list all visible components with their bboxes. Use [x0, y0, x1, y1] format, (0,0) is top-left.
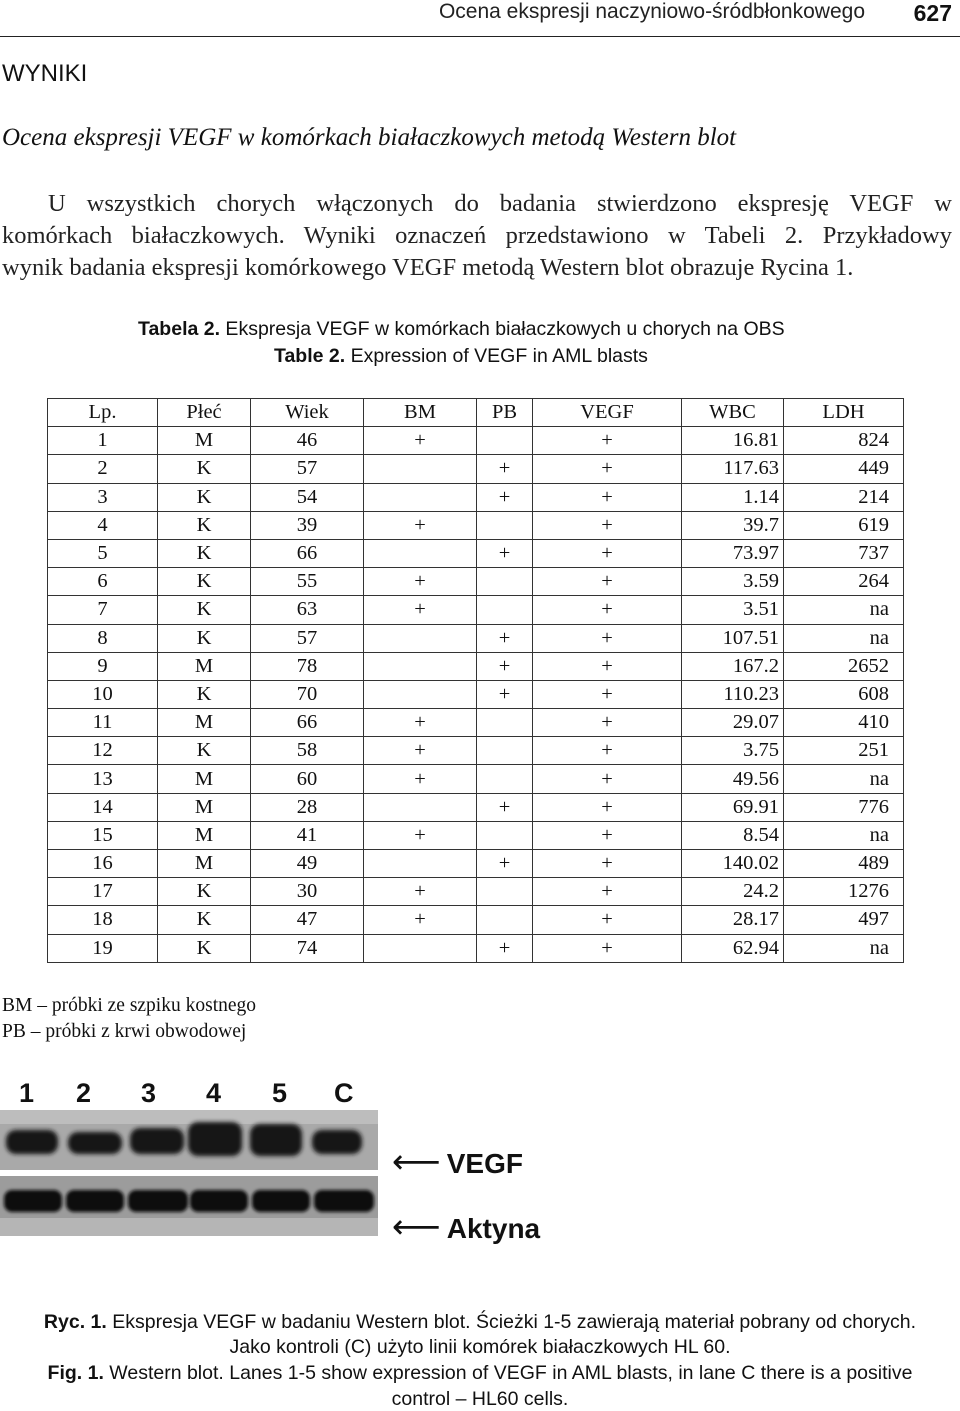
- cell-lp: 1: [48, 427, 158, 455]
- cell-wbc: 49.56: [682, 765, 784, 793]
- cell-ldh: 824: [784, 427, 904, 455]
- cell-vegf: +: [533, 850, 682, 878]
- cell-sex: M: [158, 652, 251, 680]
- cell-wbc: 29.07: [682, 709, 784, 737]
- results-paragraph: [2, 188, 952, 284]
- vegf-band: [188, 1122, 242, 1156]
- cell-pb: +: [477, 934, 533, 962]
- cell-vegf: +: [533, 709, 682, 737]
- cell-pb: +: [477, 850, 533, 878]
- cell-sex: K: [158, 934, 251, 962]
- figure-caption-text: Ekspresja VEGF w badaniu Western blot. Ścieżki 1-5 zawierają materiał pobrany od chorych.: [106, 1311, 917, 1333]
- cell-ldh: 251: [784, 737, 904, 765]
- actin-strip-bottom: [0, 1218, 378, 1236]
- table-row: [48, 624, 904, 652]
- cell-ldh: 608: [784, 680, 904, 708]
- cell-bm: +: [364, 511, 477, 539]
- cell-wbc: 73.97: [682, 539, 784, 567]
- cell-age: 70: [251, 680, 364, 708]
- cell-sex: K: [158, 511, 251, 539]
- table-body: [48, 427, 904, 963]
- cell-age: 60: [251, 765, 364, 793]
- cell-wbc: 167.2: [682, 652, 784, 680]
- cell-pb: +: [477, 455, 533, 483]
- table-header-row: [48, 399, 904, 427]
- cell-lp: 14: [48, 793, 158, 821]
- cell-lp: 16: [48, 850, 158, 878]
- vegf-band: [130, 1128, 184, 1154]
- table-row: [48, 737, 904, 765]
- cell-bm: [364, 793, 477, 821]
- cell-age: 57: [251, 624, 364, 652]
- cell-wbc: 69.91: [682, 793, 784, 821]
- cell-age: 78: [251, 652, 364, 680]
- figure-caption-pl-line2: Jako kontroli (C) użyto linii komórek białaczkowych HL 60.: [229, 1336, 731, 1358]
- cell-ldh: 619: [784, 511, 904, 539]
- cell-sex: K: [158, 680, 251, 708]
- cell-age: 63: [251, 596, 364, 624]
- cell-pb: [477, 709, 533, 737]
- actin-band: [314, 1190, 374, 1212]
- table-row: [48, 765, 904, 793]
- table-row: [48, 483, 904, 511]
- cell-bm: +: [364, 737, 477, 765]
- cell-ldh: 410: [784, 709, 904, 737]
- lane-label: 1: [19, 1078, 35, 1108]
- table-row: [48, 821, 904, 849]
- cell-vegf: +: [533, 793, 682, 821]
- cell-pb: [477, 821, 533, 849]
- cell-wbc: 117.63: [682, 455, 784, 483]
- vegf-band: [312, 1130, 362, 1154]
- cell-pb: [477, 568, 533, 596]
- cell-age: 55: [251, 568, 364, 596]
- actin-band: [66, 1190, 124, 1212]
- cell-wbc: 39.7: [682, 511, 784, 539]
- cell-wbc: 3.75: [682, 737, 784, 765]
- cell-age: 28: [251, 793, 364, 821]
- western-blot-image: [0, 1110, 380, 1240]
- table-row: [48, 793, 904, 821]
- table-caption-text: Expression of VEGF in AML blasts: [345, 345, 648, 367]
- table-row: [48, 709, 904, 737]
- column-header-pb: PB: [477, 399, 533, 427]
- lane-label: C: [334, 1078, 354, 1108]
- cell-bm: [364, 539, 477, 567]
- cell-wbc: 107.51: [682, 624, 784, 652]
- cell-bm: [364, 850, 477, 878]
- cell-pb: +: [477, 793, 533, 821]
- cell-wbc: 1.14: [682, 483, 784, 511]
- cell-bm: +: [364, 878, 477, 906]
- table-row: [48, 427, 904, 455]
- cell-age: 46: [251, 427, 364, 455]
- table-row: [48, 878, 904, 906]
- cell-vegf: +: [533, 624, 682, 652]
- cell-sex: K: [158, 455, 251, 483]
- table-row: [48, 539, 904, 567]
- cell-lp: 7: [48, 596, 158, 624]
- cell-age: 30: [251, 878, 364, 906]
- cell-lp: 4: [48, 511, 158, 539]
- running-header-title: Ocena ekspresji naczyniowo-śródbłonkowego: [438, 0, 865, 23]
- actin-band: [252, 1190, 310, 1212]
- table-row: [48, 850, 904, 878]
- cell-sex: K: [158, 539, 251, 567]
- vegf-label-text: VEGF: [446, 1148, 523, 1179]
- cell-age: 74: [251, 934, 364, 962]
- header-rule: [0, 36, 960, 37]
- cell-pb: +: [477, 680, 533, 708]
- table-caption-en: [274, 345, 648, 368]
- cell-vegf: +: [533, 539, 682, 567]
- cell-age: 54: [251, 483, 364, 511]
- cell-bm: +: [364, 906, 477, 934]
- cell-ldh: 489: [784, 850, 904, 878]
- actin-band: [190, 1190, 248, 1212]
- cell-pb: +: [477, 624, 533, 652]
- cell-sex: M: [158, 765, 251, 793]
- cell-ldh: na: [784, 596, 904, 624]
- cell-ldh: 497: [784, 906, 904, 934]
- cell-vegf: +: [533, 765, 682, 793]
- cell-lp: 18: [48, 906, 158, 934]
- vegf-strip-top: [0, 1110, 378, 1124]
- subsection-heading: Ocena ekspresji VEGF w komórkach białaczkowych metodą Western blot: [2, 124, 737, 151]
- cell-ldh: 776: [784, 793, 904, 821]
- page-number: 627: [913, 0, 952, 26]
- cell-pb: [477, 596, 533, 624]
- cell-pb: +: [477, 483, 533, 511]
- vegf-band-label: [392, 1142, 523, 1182]
- column-header-lp: Lp.: [48, 399, 158, 427]
- cell-wbc: 110.23: [682, 680, 784, 708]
- cell-age: 47: [251, 906, 364, 934]
- column-header-wbc: WBC: [682, 399, 784, 427]
- cell-lp: 12: [48, 737, 158, 765]
- figure-caption-label: Fig. 1.: [47, 1362, 104, 1384]
- table-row: [48, 455, 904, 483]
- left-arrow-icon: ⟵: [392, 1207, 441, 1247]
- cell-lp: 5: [48, 539, 158, 567]
- table-row: [48, 511, 904, 539]
- cell-ldh: na: [784, 821, 904, 849]
- actin-label-text: Aktyna: [446, 1213, 541, 1244]
- table-note-bm: BM – próbki ze szpiku kostnego: [2, 995, 257, 1016]
- actin-band: [128, 1190, 188, 1212]
- cell-vegf: +: [533, 934, 682, 962]
- cell-ldh: 737: [784, 539, 904, 567]
- cell-vegf: +: [533, 568, 682, 596]
- cell-vegf: +: [533, 483, 682, 511]
- actin-band: [4, 1190, 62, 1212]
- cell-ldh: na: [784, 624, 904, 652]
- cell-wbc: 16.81: [682, 427, 784, 455]
- vegf-band: [68, 1132, 122, 1154]
- cell-ldh: 1276: [784, 878, 904, 906]
- lane-label: 2: [76, 1078, 92, 1108]
- table-caption-text: Ekspresja VEGF w komórkach białaczkowych u chorych na OBS: [220, 318, 785, 340]
- paragraph-line: U wszystkich chorych włączonych do badania stwierdzono ekspresję VEGF w: [48, 190, 952, 217]
- cell-pb: [477, 906, 533, 934]
- cell-lp: 2: [48, 455, 158, 483]
- cell-age: 41: [251, 821, 364, 849]
- cell-age: 66: [251, 709, 364, 737]
- vegf-band: [6, 1130, 58, 1154]
- cell-pb: +: [477, 652, 533, 680]
- cell-lp: 9: [48, 652, 158, 680]
- cell-vegf: +: [533, 455, 682, 483]
- cell-vegf: +: [533, 680, 682, 708]
- cell-sex: K: [158, 878, 251, 906]
- table-row: [48, 680, 904, 708]
- cell-lp: 11: [48, 709, 158, 737]
- cell-wbc: 24.2: [682, 878, 784, 906]
- cell-wbc: 3.59: [682, 568, 784, 596]
- column-header-vegf: VEGF: [533, 399, 682, 427]
- cell-vegf: +: [533, 511, 682, 539]
- cell-bm: [364, 483, 477, 511]
- cell-wbc: 3.51: [682, 596, 784, 624]
- cell-wbc: 140.02: [682, 850, 784, 878]
- column-header-ldh: LDH: [784, 399, 904, 427]
- cell-sex: M: [158, 709, 251, 737]
- cell-bm: [364, 624, 477, 652]
- cell-ldh: 264: [784, 568, 904, 596]
- paragraph-line: wynik badania ekspresji komórkowego VEGF metodą Western blot obrazuje Rycina 1.: [2, 254, 854, 281]
- table-caption-label: Table 2.: [274, 345, 346, 367]
- cell-sex: K: [158, 624, 251, 652]
- cell-wbc: 62.94: [682, 934, 784, 962]
- cell-sex: M: [158, 850, 251, 878]
- cell-lp: 8: [48, 624, 158, 652]
- cell-ldh: 214: [784, 483, 904, 511]
- lane-label: 5: [272, 1078, 288, 1108]
- vegf-expression-table: [47, 398, 904, 963]
- cell-ldh: na: [784, 765, 904, 793]
- table-row: [48, 906, 904, 934]
- cell-lp: 13: [48, 765, 158, 793]
- table-row: [48, 934, 904, 962]
- cell-lp: 15: [48, 821, 158, 849]
- cell-pb: +: [477, 539, 533, 567]
- cell-bm: +: [364, 596, 477, 624]
- cell-lp: 10: [48, 680, 158, 708]
- cell-pb: [477, 765, 533, 793]
- table-row: [48, 652, 904, 680]
- column-header-sex: Płeć: [158, 399, 251, 427]
- cell-wbc: 8.54: [682, 821, 784, 849]
- column-header-bm: BM: [364, 399, 477, 427]
- cell-vegf: +: [533, 652, 682, 680]
- cell-wbc: 28.17: [682, 906, 784, 934]
- cell-lp: 3: [48, 483, 158, 511]
- figure-caption-en-line2: control – HL60 cells.: [391, 1388, 569, 1410]
- cell-bm: [364, 680, 477, 708]
- cell-sex: K: [158, 906, 251, 934]
- cell-age: 57: [251, 455, 364, 483]
- cell-sex: M: [158, 793, 251, 821]
- cell-bm: [364, 934, 477, 962]
- cell-bm: [364, 455, 477, 483]
- cell-bm: +: [364, 821, 477, 849]
- cell-bm: [364, 652, 477, 680]
- figure-caption-en: [15, 1362, 945, 1385]
- cell-lp: 19: [48, 934, 158, 962]
- cell-sex: M: [158, 427, 251, 455]
- cell-sex: K: [158, 568, 251, 596]
- cell-vegf: +: [533, 821, 682, 849]
- cell-vegf: +: [533, 596, 682, 624]
- cell-pb: [477, 511, 533, 539]
- cell-ldh: 2652: [784, 652, 904, 680]
- section-heading: WYNIKI: [2, 60, 88, 87]
- cell-age: 39: [251, 511, 364, 539]
- cell-lp: 6: [48, 568, 158, 596]
- cell-vegf: +: [533, 737, 682, 765]
- table-row: [48, 596, 904, 624]
- cell-vegf: +: [533, 878, 682, 906]
- cell-lp: 17: [48, 878, 158, 906]
- cell-bm: +: [364, 427, 477, 455]
- table-note-pb: PB – próbki z krwi obwodowej: [2, 1021, 247, 1042]
- table-row: [48, 568, 904, 596]
- cell-pb: [477, 878, 533, 906]
- vegf-band: [250, 1124, 302, 1156]
- cell-vegf: +: [533, 427, 682, 455]
- table-caption-pl: [138, 318, 785, 341]
- lane-label: 4: [206, 1078, 222, 1108]
- cell-bm: +: [364, 568, 477, 596]
- cell-age: 66: [251, 539, 364, 567]
- figure-caption-label: Ryc. 1.: [43, 1311, 107, 1333]
- cell-vegf: +: [533, 906, 682, 934]
- cell-age: 49: [251, 850, 364, 878]
- paragraph-line: komórkach białaczkowych. Wyniki oznaczeń przedstawiono w Tabeli 2. Przykładowy: [2, 222, 952, 249]
- cell-ldh: 449: [784, 455, 904, 483]
- actin-band-label: [392, 1207, 540, 1247]
- cell-pb: [477, 427, 533, 455]
- column-header-age: Wiek: [251, 399, 364, 427]
- cell-sex: K: [158, 483, 251, 511]
- cell-sex: K: [158, 737, 251, 765]
- lane-label: 3: [141, 1078, 157, 1108]
- cell-sex: M: [158, 821, 251, 849]
- cell-bm: +: [364, 709, 477, 737]
- left-arrow-icon: ⟵: [392, 1142, 441, 1182]
- cell-sex: K: [158, 596, 251, 624]
- figure-caption-pl: [15, 1311, 945, 1334]
- figure-caption-text: Western blot. Lanes 1-5 show expression of VEGF in AML blasts, in lane C there is a positive: [103, 1362, 913, 1384]
- cell-pb: [477, 737, 533, 765]
- cell-age: 58: [251, 737, 364, 765]
- cell-bm: +: [364, 765, 477, 793]
- table-caption-label: Tabela 2.: [138, 318, 221, 340]
- cell-ldh: na: [784, 934, 904, 962]
